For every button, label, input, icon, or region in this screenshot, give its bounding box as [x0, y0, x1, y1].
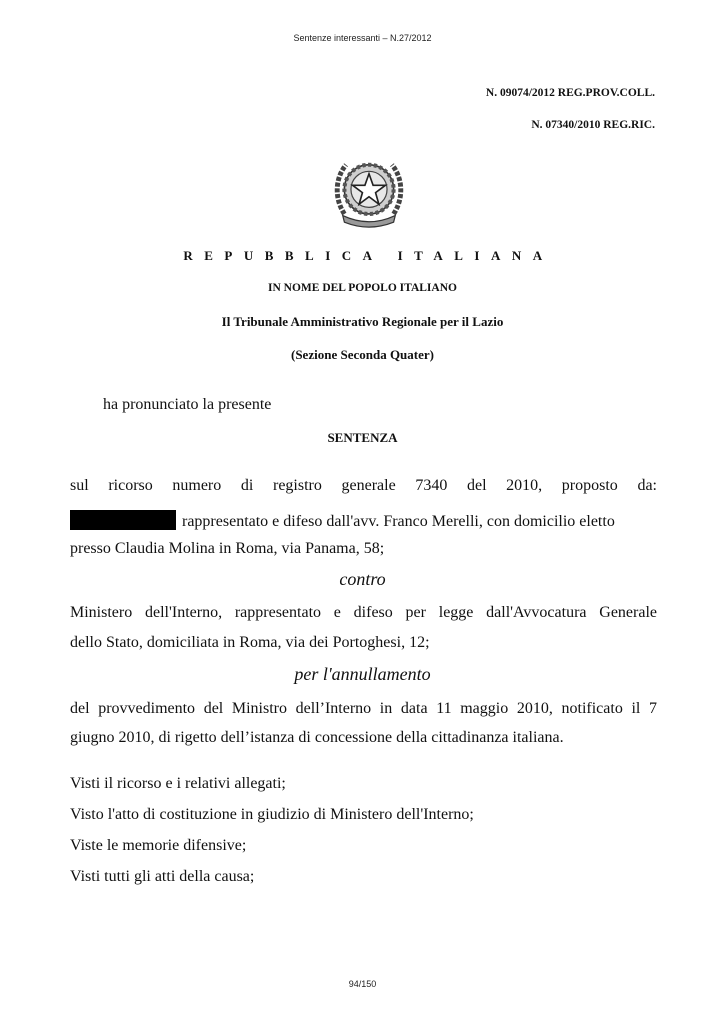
ricorso-line-1: sul ricorso numero di registro generale 7340 del 2010, proposto da:	[70, 477, 657, 494]
visti-item: Viste le memorie difensive;	[70, 837, 247, 854]
emblem-of-italy-icon	[328, 150, 410, 232]
visti-item: Visto l'atto di costituzione in giudizio di Ministero dell'Interno;	[70, 806, 474, 823]
running-header: Sentenze interessanti – N.27/2012	[293, 33, 432, 43]
page-number: 94/150	[348, 979, 377, 989]
republic-heading: REPUBBLICA ITALIANA	[183, 248, 554, 263]
sezione-heading: (Sezione Seconda Quater)	[291, 347, 434, 362]
ricorso-line-3: presso Claudia Molina in Roma, via Panama, 58;	[70, 540, 385, 557]
annullamento-line-1: del provvedimento del Ministro dell’Interno in data 11 maggio 2010, notificato il 7	[70, 700, 657, 717]
annullamento-line-2: giugno 2010, di rigetto dell’istanza di concessione della cittadinanza italiana.	[70, 729, 564, 746]
registry-prov-coll: N. 09074/2012 REG.PROV.COLL.	[485, 87, 655, 99]
sentenza-title: SENTENZA	[327, 430, 398, 445]
registry-ric: N. 07340/2010 REG.RIC.	[531, 119, 655, 131]
tribunale-heading: Il Tribunale Amministrativo Regionale per il Lazio	[221, 314, 504, 329]
ricorso-line-2	[70, 510, 615, 531]
popolo-heading: IN NOME DEL POPOLO ITALIANO	[268, 282, 457, 294]
ricorso-line-2-text: rappresentato e difeso dall'avv. Franco Merelli, con domicilio eletto	[182, 513, 615, 530]
annullamento-label: per l'annullamento	[294, 664, 431, 684]
visti-item: Visti il ricorso e i relativi allegati;	[70, 775, 286, 792]
contro-line-1: Ministero dell'Interno, rappresentato e difeso per legge dall'Avvocatura Generale	[70, 604, 657, 621]
contro-line-2: dello Stato, domiciliata in Roma, via dei Portoghesi, 12;	[70, 634, 430, 651]
visti-item: Visti tutti gli atti della causa;	[70, 868, 255, 885]
redacted-name	[70, 510, 176, 530]
intro-text: ha pronunciato la presente	[103, 396, 272, 413]
contro-label: contro	[339, 569, 386, 589]
